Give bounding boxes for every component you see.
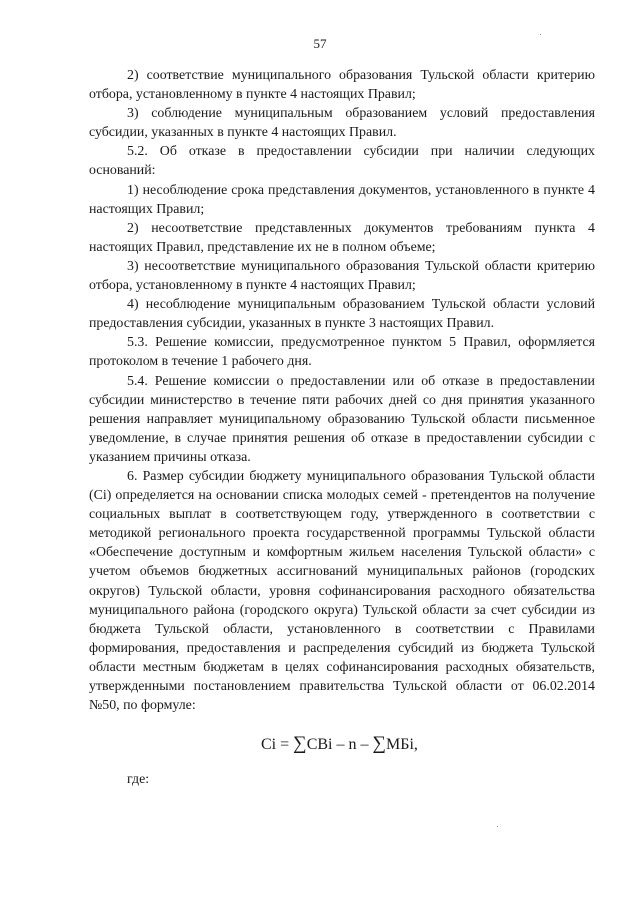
- formula-term-n: n: [348, 736, 357, 754]
- formula-lhs: Ci: [261, 736, 277, 754]
- page-number: 57: [313, 36, 327, 51]
- formula-term-cbi: CBi: [306, 736, 333, 754]
- scan-speck: [540, 34, 541, 35]
- paragraph-6: 6. Размер субсидии бюджету муниципального образования Тульской области (Ci) определяется на основании списка молодых семей - претендентов на получение социальных выплат в соответствующем году, утвержденного в соответствии с методикой регионального проекта государственной программы Тульской области «Обеспечение доступным и комфортным жильем населения Тульской области» с учетом объемов бюджетных ассигнований муниципальных районов (городских округов) Тульской области, уровня софинансирования расходного обязательства муниципального района (городского округа) Тульской области за счет субсидии из бюджета Тульской области, установленного в соответствии с Правилами формирования, предоставления и распределения субсидий из бюджета Тульской области местным бюджетам в целях софинансирования расходных обязательств, утвержденными постановлением правительства Тульской области от 06.02.2014 №50, по формуле:: [89, 468, 595, 714]
- subsidy-formula: [89, 733, 595, 756]
- formula-minus: –: [360, 736, 369, 754]
- paragraph-5-4: 5.4. Решение комиссии о предоставлении или об отказе в предоставлении субсидии министерство в течение пяти рабочих дней со дня принятия указанного решения направляет муниципальному образованию Тульской области письменное уведомление, в случае принятия решения об отказе в предоставлении субсидии с указанием причины отказа.: [89, 373, 595, 465]
- formula-trailing: ,: [413, 736, 418, 754]
- paragraph-5-3: 5.3. Решение комиссии, предусмотренное пунктом 5 Правил, оформляется протоколом в течение 1 рабочего дня.: [89, 335, 595, 370]
- formula-minus: –: [336, 736, 345, 754]
- paragraph-5-2: 5.2. Об отказе в предоставлении субсидии при наличии следующих оснований:: [89, 144, 595, 179]
- sum-symbol: ∑: [293, 733, 307, 755]
- paragraph-reason-1: 1) несоблюдение срока представления документов, установленного в пункте 4 настоящих Правил;: [89, 182, 595, 217]
- paragraph-item-3: 3) соблюдение муниципальным образованием условий предоставления субсидии, указанных в пункте 4 настоящих Правил.: [89, 106, 595, 141]
- formula-term-mbi: MБi: [386, 736, 414, 754]
- paragraph-reason-4: 4) несоблюдение муниципальным образованием Тульской области условий предоставления субсидии, указанных в пункте 3 настоящих Правил.: [89, 297, 595, 332]
- paragraph-reason-3: 3) несоответствие муниципального образования Тульской области критерию отбора, установленному в пункте 4 настоящих Правил;: [89, 258, 595, 294]
- where-label: где:: [127, 772, 150, 788]
- paragraph-reason-2: 2) несоответствие представленных документов требованиям пункта 4 настоящих Правил, представление их не в полном объеме;: [89, 220, 595, 255]
- paragraph-item-2: 2) соответствие муниципального образования Тульской области критерию отбора, установленному в пункте 4 настоящих Правил;: [89, 68, 595, 103]
- document-body: [89, 66, 595, 789]
- formula-equals: =: [280, 736, 290, 754]
- scan-speck: [497, 826, 498, 827]
- sum-symbol: ∑: [372, 733, 387, 755]
